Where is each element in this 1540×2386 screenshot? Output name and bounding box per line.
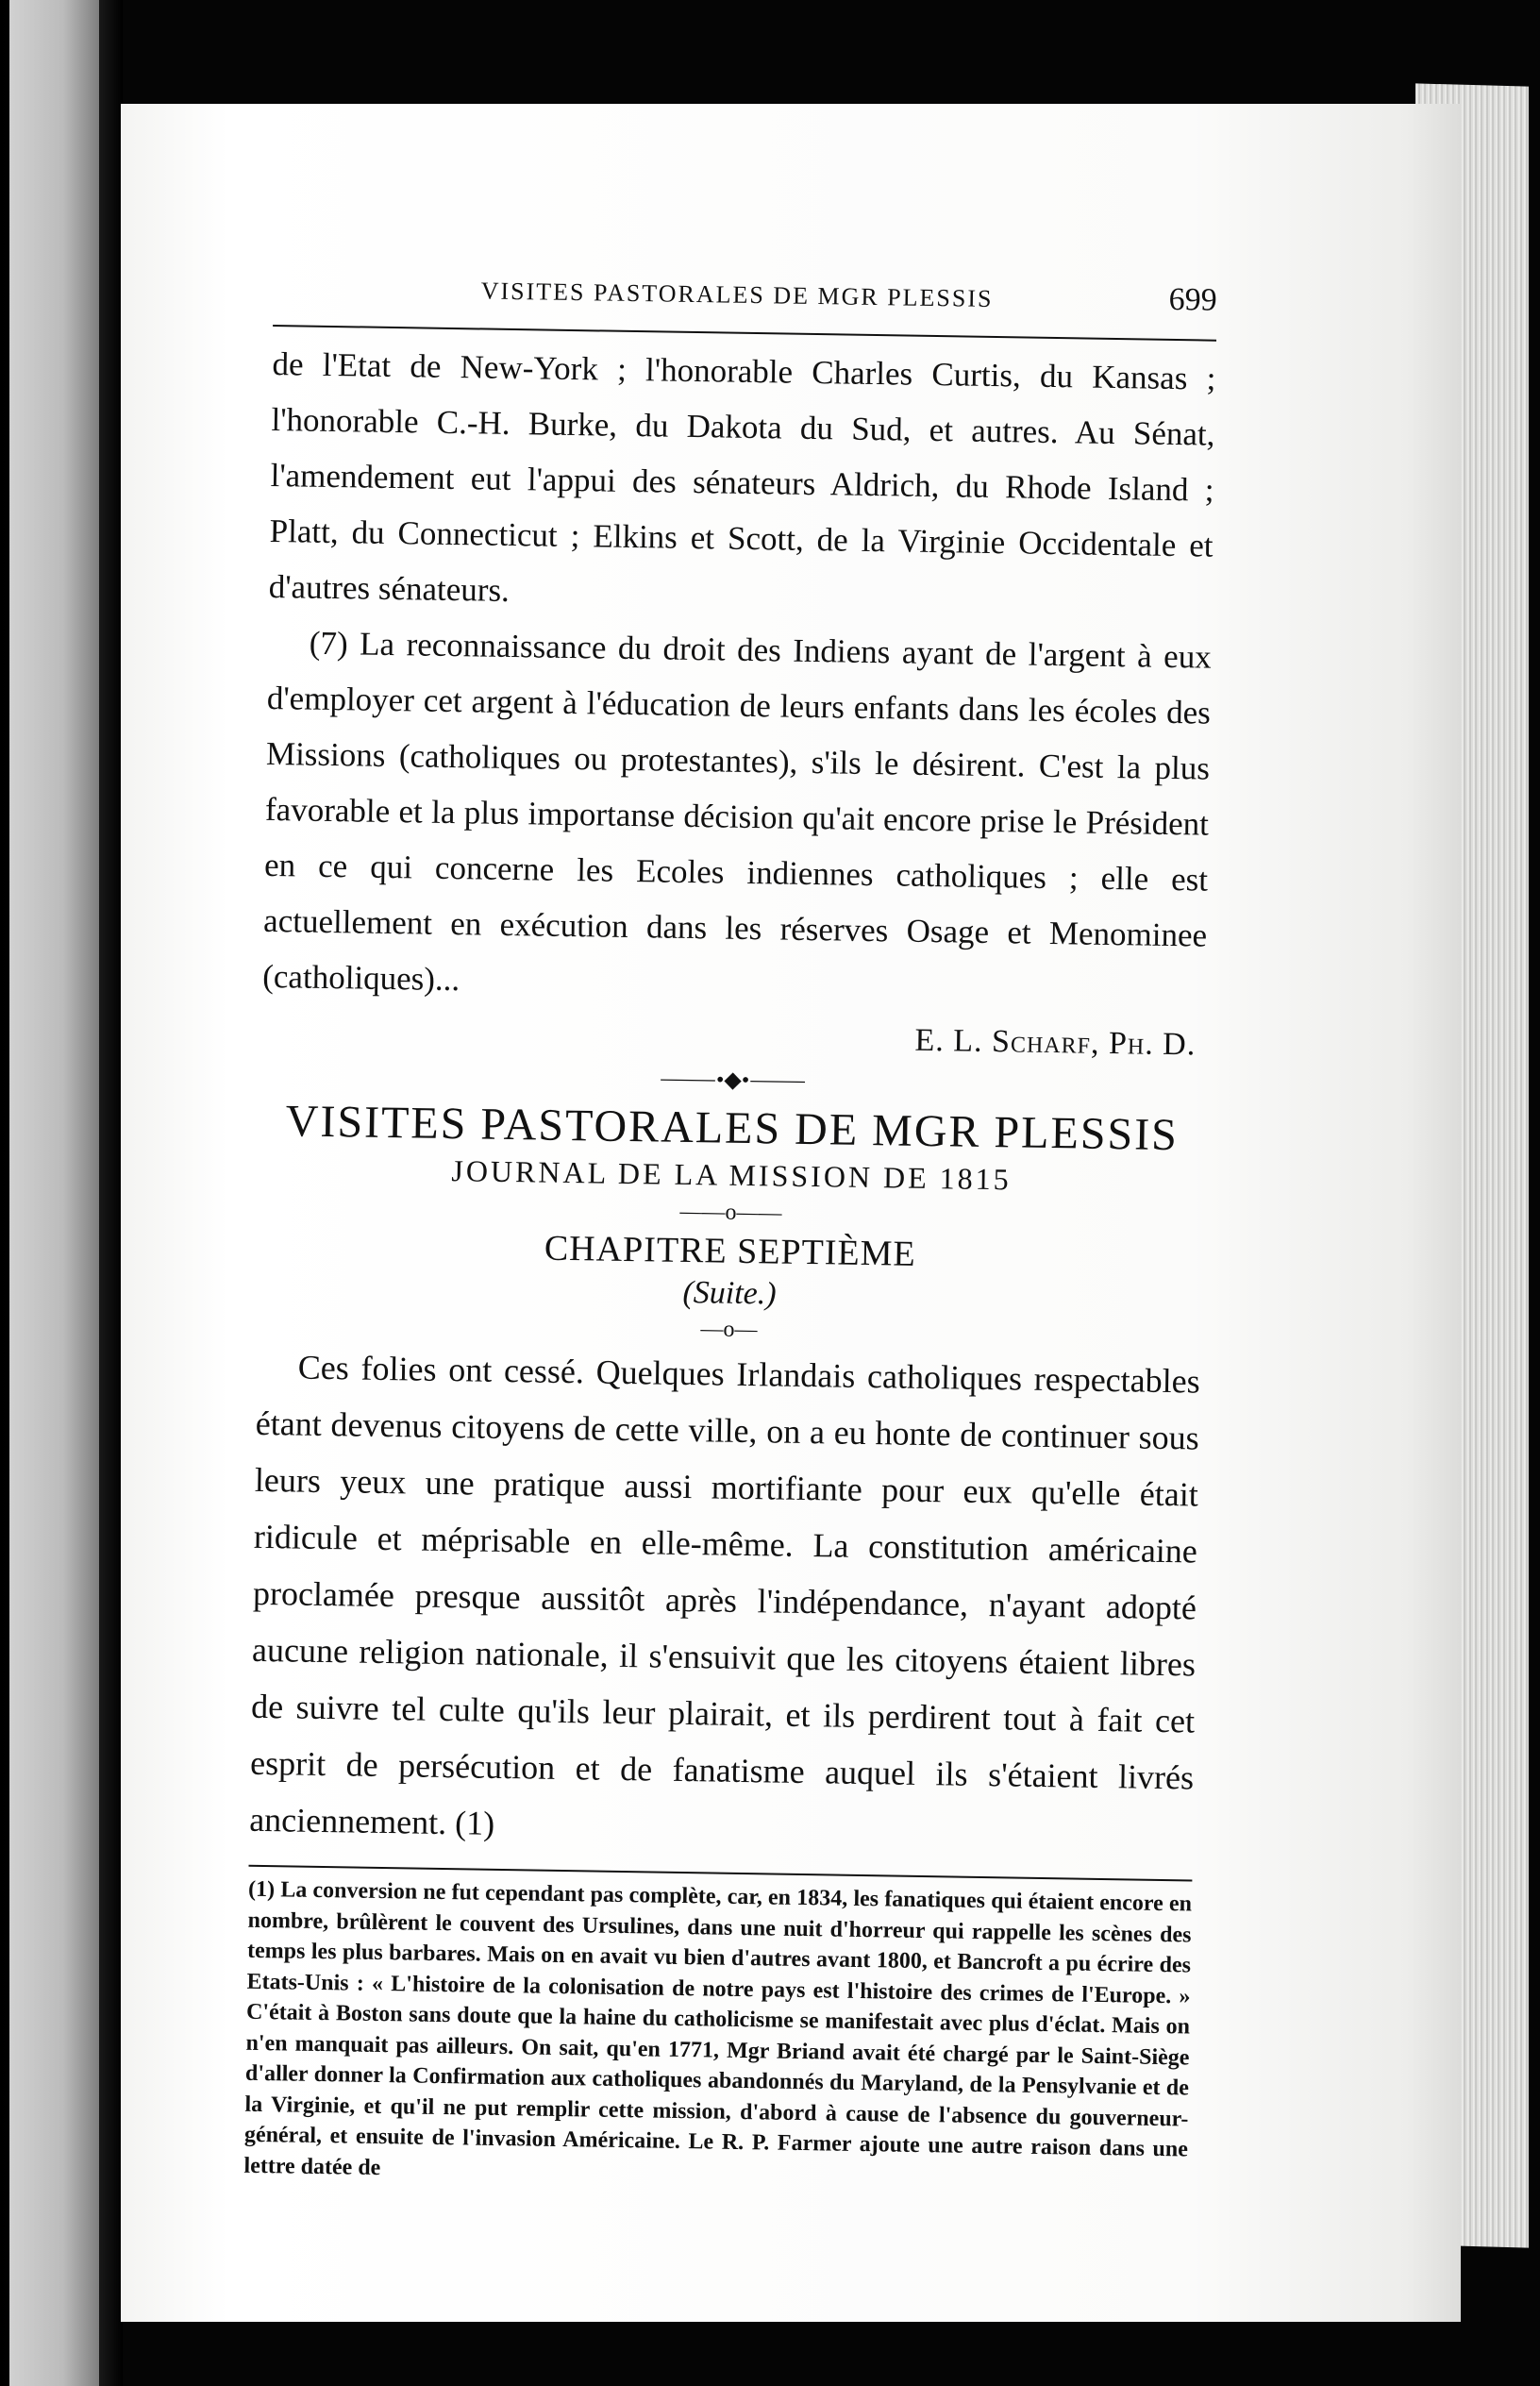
main-paragraph: Ces folies ont cessé. Quelques Irlandais catholiques respectables étant devenus citoyens de cette ville, on a eu honte de continuer sous leurs yeux une pratique aussi mortifiante pour eux qu'elle était ridicule et méprisable en elle-même. La constitution américaine proclamée presque aussitôt après l'indépendance, n'ayant adopté aucune religion nationale, il s'ensuivit que les citoyens étaient libres de suivre tel culte qu'ils leur plairait, et ils perdirent tout à fait cet esprit de persécution et de fanatisme auquel ils s'étaient livrés anciennement. (1) xyxy=(248,1348,1201,1842)
subtitle-ornament: ——o—— xyxy=(679,1199,782,1226)
running-head: VISITES PASTORALES DE MGR PLESSIS xyxy=(480,277,994,312)
footnote: (1) La conversion ne fut cependant pas complète, car, en 1834, les fanatiques qui étaient encore en nombre, brûlèrent le couvent des Ursulines, dans une nuit d'horreur qui rappelle les scènes des temps les plus barbares. Mais on en avait vu bien d'autres avant 1800, et Bancroft a pu écrire des Etats-Unis : « L'histoire de la colonisation de notre pays est l'histoire des crimes de l'Europe. » C'était à Boston sans doute que la haine du catholicisme se manifestait avec plus d'éclat. Mais on n'en manquait pas ailleurs. On sait, qu'en 1771, Mgr Briand avait été chargé par le Saint-Siège d'aller donner la Confirmation aux catholiques abandonnés du Maryland, de la Pensylvanie et de la Virginie, et qu'il ne put remplir cette mission, d'abord à cause de l'absence du gouverneur-général, et ensuite de l'invasion Américaine. Le R. P. Farmer ajoute une autre raison dans une lettre datée de xyxy=(243,1876,1193,2180)
chapter-suite: (Suite.) xyxy=(682,1274,777,1312)
chapter-ornament: —o— xyxy=(700,1317,758,1343)
chapter-heading: CHAPITRE SEPTIÈME xyxy=(544,1228,917,1274)
author-signature: E. L. Scharf, Ph. D. xyxy=(914,1022,1197,1063)
facing-page-edge xyxy=(9,0,99,2386)
section-ornament: ⸻•◆•⸻ xyxy=(659,1067,807,1094)
article-title: VISITES PASTORALES DE MGR PLESSIS xyxy=(285,1096,1180,1161)
note-7-paragraph: (7) La reconnaissance du droit des Indiens ayant de l'argent à eux d'employer cet argent à l'éducation de leurs enfants dans les écoles des Missions (catholiques ou protestantes), s'ils le désirent. C'est la plus favorable et la plus importanse décision qu'ait encore prise le Président en ce qui concerne les Ecoles indiennes catholiques ; elle est actuellement en exécution dans les réserves Osage et Menominee (catholiques)... xyxy=(261,624,1213,999)
continued-paragraph: de l'Etat de New-York ; l'honorable Charles Curtis, du Kansas ; l'honorable C.-H. Burke, du Dakota du Sud, et autres. Au Sénat, l'amendement eut l'appui des sénateurs Aldrich, du Rhode Island ; Platt, du Connecticut ; Elkins et Scott, de la Virginie Occidentale et d'autres sénateurs. xyxy=(268,344,1216,609)
article-subtitle: JOURNAL DE LA MISSION DE 1815 xyxy=(451,1153,1012,1197)
page-number: 699 xyxy=(1168,281,1217,318)
page-text-block xyxy=(243,274,1217,2195)
